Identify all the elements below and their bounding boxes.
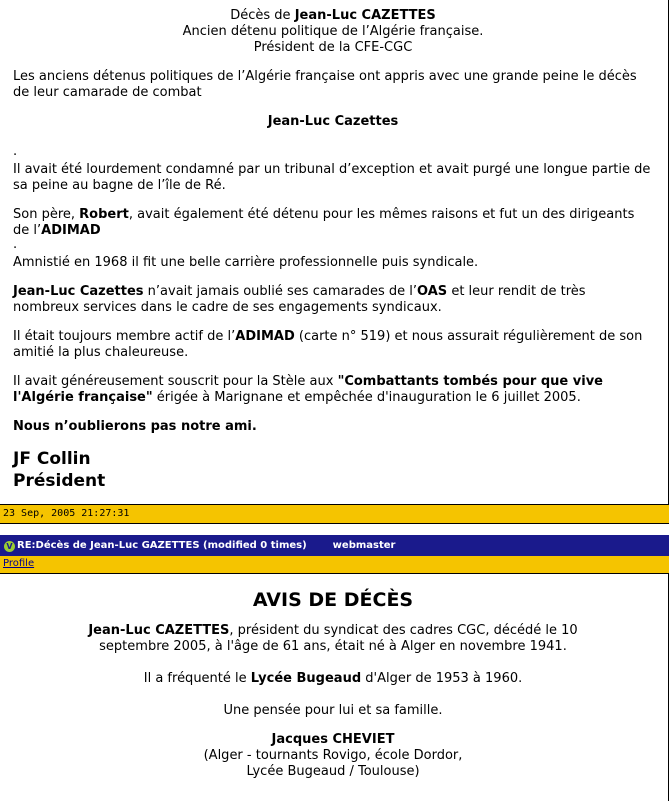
profile-bar — [0, 556, 669, 574]
post-status-icon: V — [4, 541, 15, 552]
intro-paragraph: Les anciens détenus politiques de l’Algérie française ont appris avec une grande peine le décès de leur camarade de combat — [13, 69, 637, 100]
separator-dot: . — [13, 237, 18, 252]
paragraph-amnistie: Amnistié en 1968 il fit une belle carrière professionnelle puis syndicale. — [13, 255, 479, 270]
post-body-2 — [0, 574, 669, 801]
reply-title-bar — [0, 535, 669, 556]
header-role: Président de la CFE-CGC — [253, 40, 413, 55]
signature-name: JF Collin — [13, 449, 91, 469]
header-prefix: Décès de — [230, 8, 295, 23]
signature-title: Président — [13, 471, 106, 491]
reply-title: RE:Décès de Jean-Luc GAZETTES (modified 0 times) — [17, 540, 307, 551]
avis-signature: Jacques CHEVIET (Alger - tournants Rovigo, école Dordor, Lycée Bugeaud / Toulouse) — [203, 732, 463, 779]
profile-link[interactable]: Profile — [3, 558, 35, 569]
avis-heading: AVIS DE DÉCÈS — [252, 589, 414, 611]
header-name: Jean-Luc CAZETTES — [294, 8, 436, 23]
paragraph-stele: Il avait généreusement souscrit pour la Stèle aux "Combattants tombés pour que vive l'Algérie française" érigée à Marignane et empêchée d'inauguration le 6 juillet 2005. — [13, 374, 603, 405]
paragraph-pere: Son père, Robert, avait également été détenu pour les mêmes raisons et fut un des dirigeants de l’ADIMAD — [13, 207, 635, 238]
reply-author: webmaster — [332, 540, 396, 551]
post-header — [0, 8, 666, 56]
avis-paragraph-1: Jean-Luc CAZETTES, président du syndicat des cadres CGC, décédé le 10 septembre 2005, à l'âge de 61 ans, était né à Alger en novembre 1941. — [88, 623, 578, 654]
avis-paragraph-3: Une pensée pour lui et sa famille. — [223, 703, 443, 718]
post-date-bar: 23 Sep, 2005 21:27:31 — [0, 504, 669, 524]
avis-paragraph-2: Il a fréquenté le Lycée Bugeaud d'Alger de 1953 à 1960. — [143, 671, 523, 686]
closing-line: Nous n’oublierons pas notre ami. — [13, 419, 257, 434]
separator-dot: . — [13, 144, 18, 159]
header-subtitle: Ancien détenu politique de l’Algérie française. — [182, 24, 484, 39]
deceased-name: Jean-Luc Cazettes — [267, 114, 399, 129]
paragraph-oas: Jean-Luc Cazettes n’avait jamais oublié ses camarades de l’OAS et leur rendit de très nombreux services dans le cadre de ses engagements syndicaux. — [13, 284, 586, 315]
paragraph-membre: Il était toujours membre actif de l’ADIMAD (carte n° 519) et nous assurait régulièrement de son amitié la plus chaleureuse. — [13, 329, 643, 360]
paragraph-condamne: Il avait été lourdement condamné par un tribunal d’exception et avait purgé une longue partie de sa peine au bagne de l’île de Ré. — [13, 162, 651, 193]
